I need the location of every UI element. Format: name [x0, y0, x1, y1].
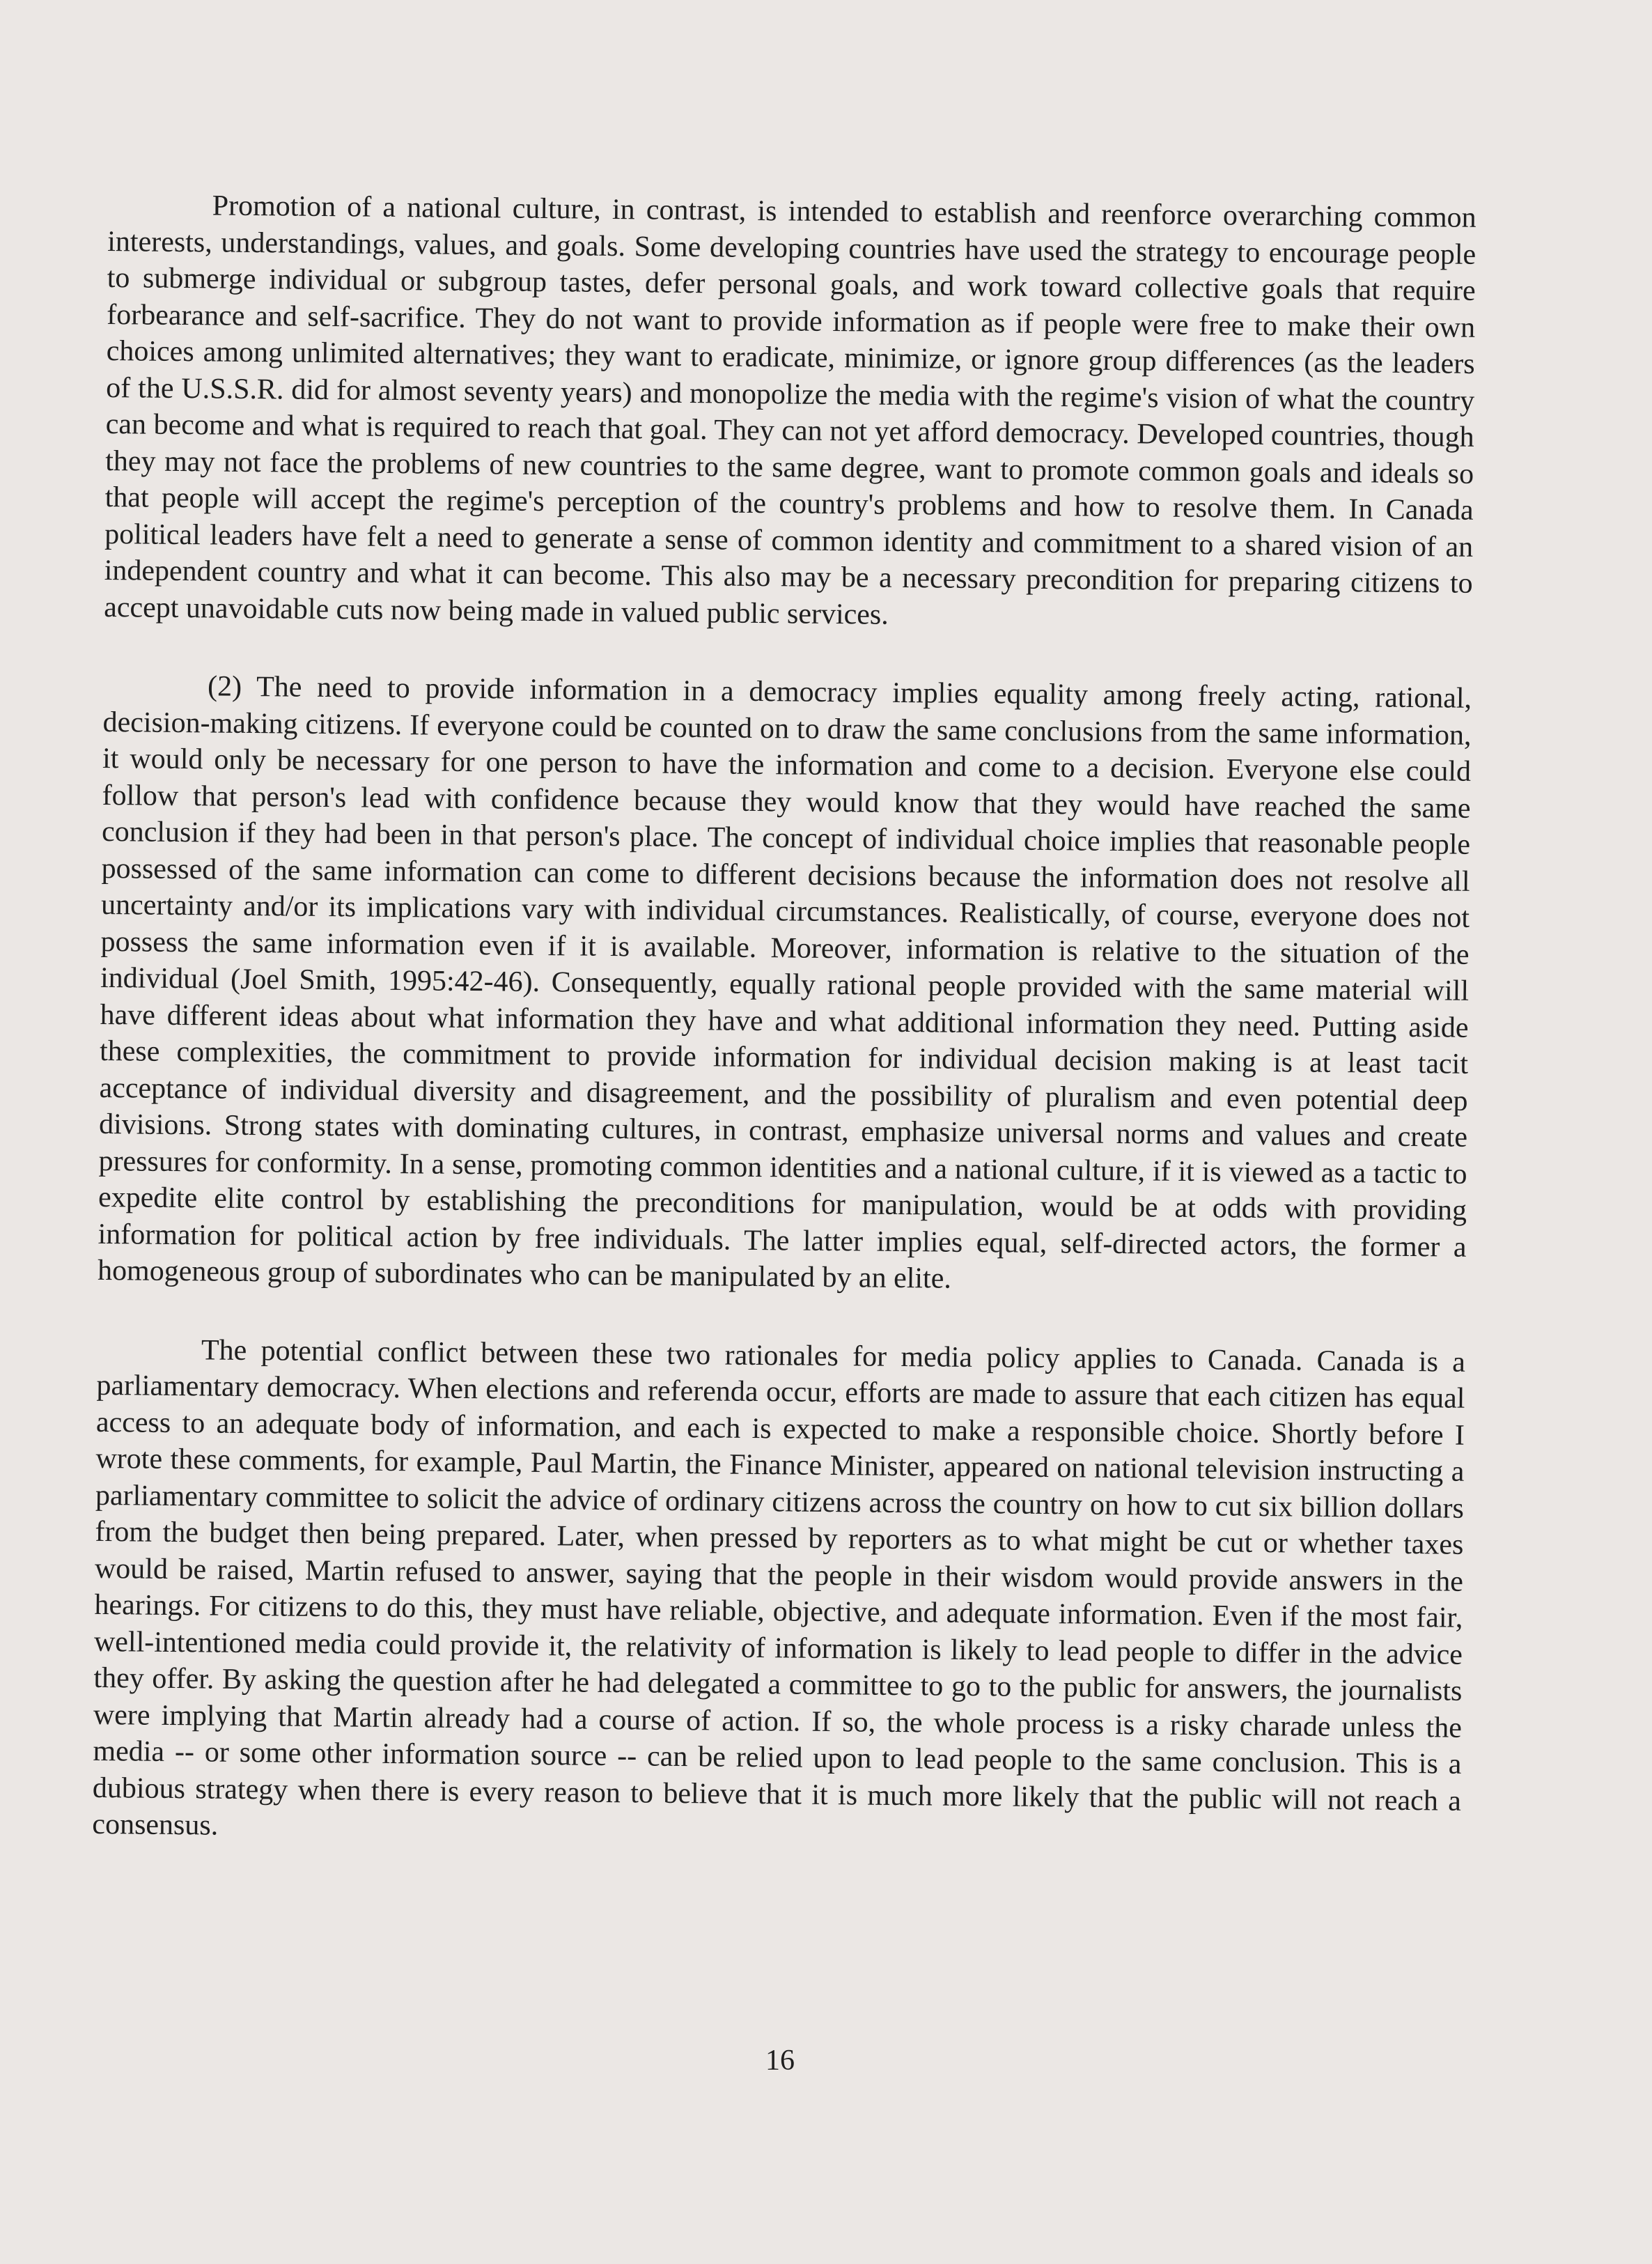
body-text — [92, 187, 1476, 1856]
paragraph-information-democracy: (2) The need to provide information in a democracy implies equality among freely acting, rational, decision-making citizens. If everyone could be counted on to draw the same conclusions from the same information, it would only be necessary for one person to have the information and come to a decision. Everyone else could follow that person's lead with confidence because they would know that they would have reached the same conclusion if they had been in that person's place. The concept of individual choice implies that reasonable people possessed of the same information can come to different decisions because the information does not resolve all uncertainty and/or its implications vary with individual circumstances. Realistically, of course, everyone does not possess the same information even if it is available. Moreover, information is relative to the situation of the individual (Joel Smith, 1995:42-46). Consequently, equally rational people provided with the same material will have different ideas about what information they have and what additional information they need. Putting aside these complexities, the commitment to provide information for individual decision making is at least tacit acceptance of individual diversity and disagreement, and the possibility of pluralism and even potential deep divisions. Strong states with dominating cultures, in contrast, emphasize universal norms and values and create pressures for conformity. In a sense, promoting common identities and a national culture, if it is viewed as a tactic to expedite elite control by establishing the preconditions for manipulation, would be at odds with providing information for political action by free individuals. The latter implies equal, self-directed actors, the former a homogeneous group of subordinates who can be manipulated by an elite. — [97, 670, 1472, 1295]
paragraph-media-policy-conflict: The potential conflict between these two rationales for media policy applies to Canada. Canada is a parliamentary democracy. When elections and referenda occur, efforts are made to assure that each citizen has equal access to an adequate body of information, and each is expected to make a responsible choice. Shortly before I wrote these comments, for example, Paul Martin, the Finance Minister, appeared on national television instructing a parliamentary committee to solicit the advice of ordinary citizens across the country on how to cut six billion dollars from the budget then being prepared. Later, when pressed by reporters as to what might be cut or whether taxes would be raised, Martin refused to answer, saying that the people in their wisdom would provide answers in the hearings. For citizens to do this, they must have reliable, objective, and adequate information. Even if the most fair, well-intentioned media could provide it, the relativity of information is likely to lead people to differ in the advice they offer. By asking the question after he had delegated a committee to go to the public for answers, the journalists were implying that Martin already had a course of action. If so, the whole process is a risky charade unless the media -- or some other information source -- can be relied upon to lead people to the same conclusion. This is a dubious strategy when there is every reason to believe that it is much more likely that the public will not reach a consensus. — [92, 1333, 1466, 1842]
paragraph-national-culture: Promotion of a national culture, in contrast, is intended to establish and reenforce overarching common interests, understandings, values, and goals. Some developing countries have used the strategy to encourage people to submerge individual or subgroup tastes, defer personal goals, and work toward collective goals that require forbearance and self-sacrifice. They do not want to provide information as if people were free to make their own choices among unlimited alternatives; they want to eradicate, minimize, or ignore group differences (as the leaders of the U.S.S.R. did for almost seventy years) and monopolize the media with the regime's vision of what the country can become and what is required to reach that goal. They can not yet afford democracy. Developed countries, though they may not face the problems of new countries to the same degree, want to promote common goals and ideals so that people will accept the regime's perception of the country's problems and how to resolve them. In Canada political leaders have felt a need to generate a sense of common identity and commitment to a shared vision of an independent country and what it can become. This also may be a necessary precondition for preparing citizens to accept unavoidable cuts now being made in valued public services. — [103, 189, 1476, 631]
page-number: 16 — [765, 2045, 795, 2077]
